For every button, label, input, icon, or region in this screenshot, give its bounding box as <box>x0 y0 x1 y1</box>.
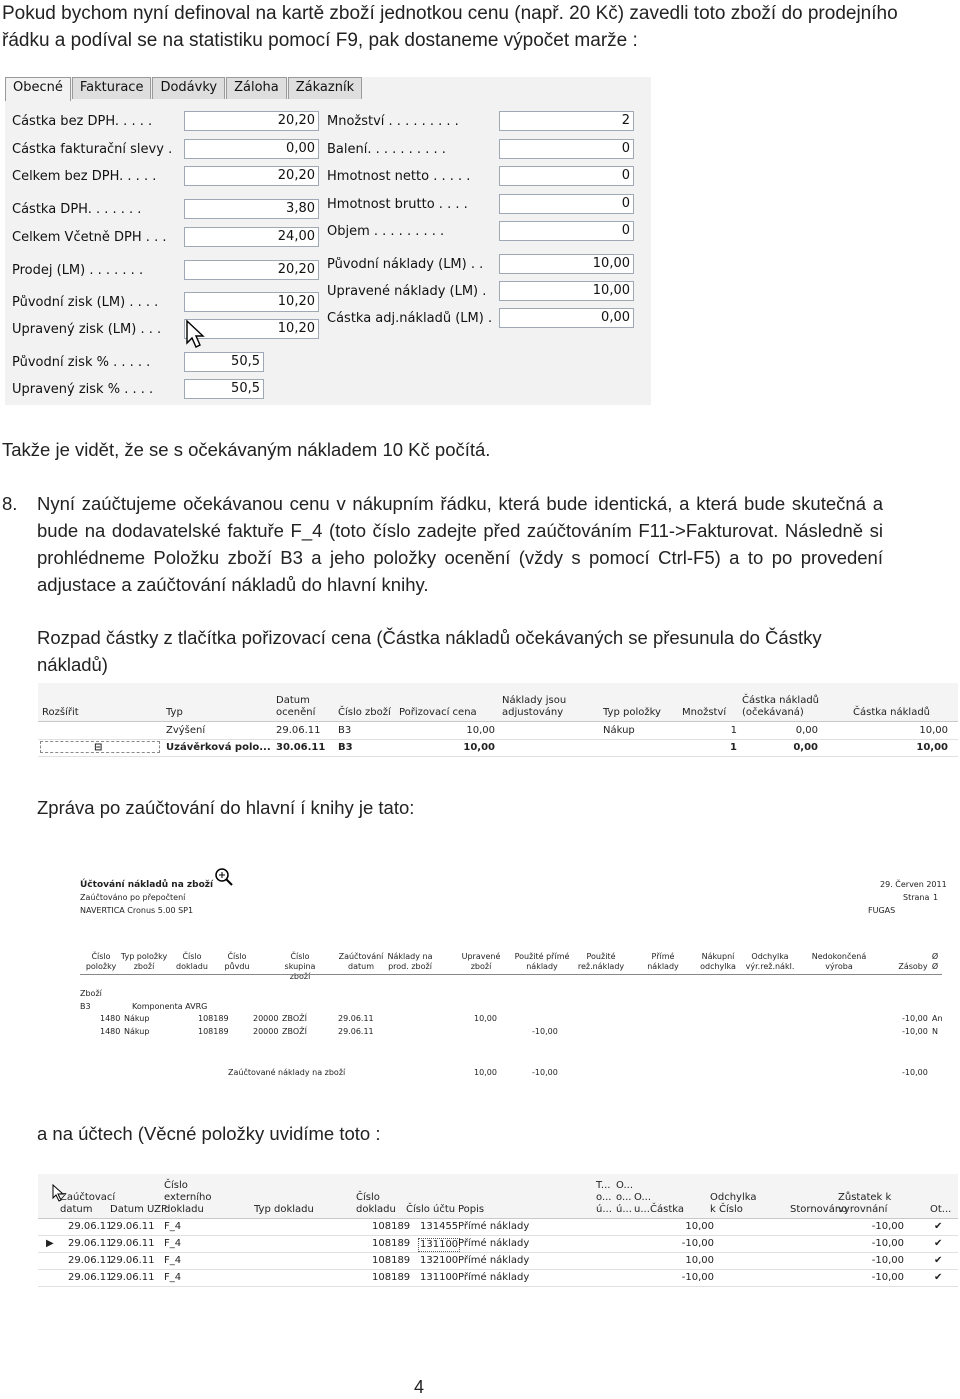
cell: Přímé náklady <box>458 1238 530 1249</box>
report-column-header: Ø Ø <box>931 952 939 971</box>
cell: 0,00 <box>795 725 818 736</box>
page-number: 4 <box>414 1377 425 1397</box>
report-cell: -10,00 <box>902 1027 928 1036</box>
cell: F_4 <box>164 1238 182 1249</box>
stat-value[interactable]: 0,00 <box>499 308 634 328</box>
stat-label: Původní náklady (LM) . . <box>327 256 484 272</box>
column-header[interactable]: Pořizovací cena <box>399 707 477 718</box>
stat-value[interactable]: 50,5 <box>184 352 264 372</box>
zoom-icon[interactable] <box>214 867 234 887</box>
stat-label: Původní zisk (LM) . . . . <box>12 294 159 310</box>
cell: 1 <box>730 725 737 736</box>
column-header[interactable]: O... o... ú... <box>616 1180 634 1215</box>
stat-value[interactable]: 50,5 <box>184 379 264 399</box>
column-header[interactable]: Zůstatek k vyrovnání <box>838 1192 892 1215</box>
cell: B3 <box>338 742 353 753</box>
column-header[interactable]: Datum ocenění <box>276 695 316 718</box>
report-column-header: Přímé náklady <box>647 952 679 971</box>
check-icon: ✔ <box>934 1238 943 1249</box>
stat-value[interactable]: 10,00 <box>499 254 634 274</box>
stat-field <box>12 198 319 220</box>
report-item-description: Komponenta AVRG <box>132 1002 208 1011</box>
stat-label: Prodej (LM) . . . . . . . <box>12 262 144 278</box>
column-header[interactable]: T... o... ú... <box>596 1180 612 1215</box>
column-header[interactable]: Typ dokladu <box>254 1204 314 1215</box>
cell: Přímé náklady <box>458 1255 530 1266</box>
table-header <box>38 1174 958 1219</box>
report-total: 10,00 <box>474 1068 497 1077</box>
stat-field <box>327 138 634 160</box>
stat-value[interactable]: 10,20 <box>184 319 319 339</box>
tab-fakturace[interactable]: Fakturace <box>72 77 152 99</box>
cell: Přímé náklady <box>458 1272 530 1283</box>
column-header[interactable]: Číslo externího dokladu <box>164 1180 212 1215</box>
paragraph-rozpad: Rozpad částky z tlačítka pořizovací cena (Částka nákladů očekávaných se přesunula do Částky nákladů) <box>37 627 822 675</box>
stat-value[interactable]: 20,20 <box>184 260 319 280</box>
tab-obecne[interactable]: Obecné <box>5 77 71 101</box>
cell: -10,00 <box>871 1238 904 1249</box>
cell: 29.06.11 <box>110 1238 155 1249</box>
paragraph-ucty: a na účtech (Věcné položky uvidíme toto : <box>37 1123 381 1144</box>
cell: 0,00 <box>793 742 818 753</box>
statistics-tabs <box>5 77 363 99</box>
report-column-header: Použité přímé náklady <box>514 952 570 971</box>
check-icon: ✔ <box>934 1272 943 1283</box>
gl-entries-table <box>38 1174 958 1282</box>
report-total: -10,00 <box>532 1068 558 1077</box>
table-row[interactable] <box>38 1219 958 1236</box>
cell: -10,00 <box>681 1272 714 1283</box>
cell: 29.06.11 <box>68 1272 113 1283</box>
column-header[interactable]: Popis <box>458 1204 485 1215</box>
cell: 108189 <box>372 1272 411 1283</box>
stat-field <box>12 138 319 160</box>
cell: Zvýšení <box>166 725 206 736</box>
report-column-header: Číslo položky <box>85 952 117 971</box>
report-preview <box>60 862 960 1082</box>
report-header-rule <box>80 974 942 975</box>
column-header[interactable]: O... u... <box>634 1192 652 1215</box>
stat-field <box>327 253 634 275</box>
stat-label: Hmotnost brutto . . . . <box>327 196 468 212</box>
cell: 131100 <box>420 1239 459 1250</box>
report-column-header: Číslo půvdu <box>224 952 250 971</box>
cell: 10,00 <box>685 1221 714 1232</box>
paragraph-takze: Takže je vidět, že se s očekávaným nákladem 10 Kč počítá. <box>2 439 491 460</box>
report-cell: -10,00 <box>902 1014 928 1023</box>
cell: -10,00 <box>871 1221 904 1232</box>
statistics-card <box>5 77 651 405</box>
report-cell: 108189 <box>198 1014 229 1023</box>
report-total-label: Zaúčtované náklady na zboží <box>228 1068 346 1077</box>
column-header[interactable]: Číslo účtu <box>406 1204 456 1215</box>
cell: 10,00 <box>466 725 495 736</box>
column-header[interactable]: Stornováno <box>790 1204 848 1215</box>
column-header[interactable]: Ot... <box>930 1204 952 1215</box>
report-column-header: Číslo skupina zboží <box>284 952 316 981</box>
step-8-text: Nyní zaúčtujeme očekávanou cenu v nákupním řádku, která bude identická, a která bude skutečná a bude na dodavatelské faktuře F_4 (toto číslo zadejte před zaúčtováním F11->Fakturovat. Následně si prohlédneme Položku zboží B3 a jeho položky ocenění (vždy s pomocí Ctrl-F5) a to po provedení adjustace a zaúčtování nákladů do hlavní knihy. <box>37 493 883 595</box>
column-header[interactable]: Rozšířit <box>42 707 79 718</box>
table-row[interactable] <box>38 740 958 757</box>
report-cell: 1480 <box>100 1014 121 1023</box>
stat-field <box>12 351 264 373</box>
column-header[interactable]: Číslo dokladu <box>356 1192 396 1215</box>
report-cell: 108189 <box>198 1027 229 1036</box>
stat-label: Částka bez DPH. . . . . <box>12 113 153 129</box>
stat-value[interactable]: 0,00 <box>184 139 319 159</box>
cell: 10,00 <box>463 742 495 753</box>
report-cell: 29.06.11 <box>338 1027 374 1036</box>
report-cell: 10,00 <box>474 1014 497 1023</box>
cell: F_4 <box>164 1221 182 1232</box>
stat-field <box>12 291 319 313</box>
report-column-header: Upravené zboží <box>461 952 501 971</box>
cell: 30.06.11 <box>276 742 326 753</box>
cell: 108189 <box>372 1221 411 1232</box>
report-column-header: Odchylka výr.rež.nákl. <box>745 952 795 971</box>
collapse-icon[interactable]: ⊟ <box>94 742 103 753</box>
cell: Uzávěrková polo... <box>166 742 271 753</box>
stat-field <box>327 280 634 302</box>
stat-field <box>12 318 319 340</box>
stat-field <box>12 259 319 281</box>
cell: 29.06.11 <box>110 1255 155 1266</box>
report-cell: Nákup <box>124 1027 150 1036</box>
stat-field <box>12 110 319 132</box>
report-item-number: B3 <box>80 1002 91 1011</box>
stat-field <box>327 165 634 187</box>
table-row[interactable] <box>38 1253 958 1270</box>
report-subtitle: Zaúčtováno po přepočtení <box>80 893 186 902</box>
stat-value[interactable]: 0 <box>499 221 634 241</box>
row-selector-icon[interactable]: ▶ <box>46 1238 54 1249</box>
stat-value[interactable]: 2 <box>499 111 634 131</box>
cell: 29.06.11 <box>276 725 321 736</box>
stat-label: Hmotnost netto . . . . . <box>327 168 471 184</box>
stat-field <box>327 307 634 329</box>
report-column-header: Číslo dokladu <box>176 952 208 971</box>
report-cell: An <box>932 1014 943 1023</box>
cell: B3 <box>338 725 352 736</box>
cell: 10,00 <box>919 725 948 736</box>
column-header[interactable]: Typ položky <box>603 707 661 718</box>
stat-value[interactable]: 24,00 <box>184 227 319 247</box>
report-cell: N <box>932 1027 938 1036</box>
tab-dodavky[interactable]: Dodávky <box>152 77 225 99</box>
cell: 29.06.11 <box>68 1238 113 1249</box>
column-header[interactable]: Částka <box>650 1204 684 1215</box>
stat-field <box>327 110 634 132</box>
stat-label: Původní zisk % . . . . . <box>12 354 151 370</box>
report-user: FUGAS <box>868 906 896 915</box>
cell: 1 <box>730 742 737 753</box>
cell: 131100 <box>420 1272 459 1283</box>
stat-label: Částka fakturační slevy . <box>12 141 173 157</box>
column-header[interactable]: Typ <box>166 707 183 718</box>
report-cell: ZBOŽÍ <box>282 1014 307 1023</box>
stat-value[interactable]: 0 <box>499 194 634 214</box>
stat-label: Celkem bez DPH. . . . . <box>12 168 157 184</box>
report-column-header: Nákupní odchylka <box>700 952 736 971</box>
report-column-header: Typ položky zboží <box>120 952 168 971</box>
stat-field <box>12 165 319 187</box>
table-row[interactable] <box>38 1236 958 1253</box>
report-cell: Nákup <box>124 1014 150 1023</box>
stat-value[interactable]: 10,20 <box>184 292 319 312</box>
report-column-header: Zásoby <box>898 962 928 971</box>
column-header[interactable]: Množství <box>682 707 727 718</box>
column-header[interactable]: Číslo zboží <box>338 707 391 718</box>
table-header <box>38 683 958 722</box>
report-column-header: Použité rež.náklady <box>577 952 625 971</box>
cell: 29.06.11 <box>68 1255 113 1266</box>
stat-field <box>327 193 634 215</box>
report-column-header: Náklady na prod. zboží <box>387 952 433 971</box>
cell: 108189 <box>372 1238 411 1249</box>
report-column-header: Zaúčtování datum <box>338 952 384 971</box>
column-header[interactable]: Zaúčtovací datum <box>60 1192 116 1215</box>
cell: -10,00 <box>871 1255 904 1266</box>
stat-value[interactable]: 0 <box>499 139 634 159</box>
cell: -10,00 <box>871 1272 904 1283</box>
report-cell: -10,00 <box>532 1027 558 1036</box>
cell: 29.06.11 <box>110 1221 155 1232</box>
report-column-header: Nedokončená výroba <box>811 952 867 971</box>
report-company: NAVERTICA Cronus 5.00 SP1 <box>80 906 194 915</box>
check-icon: ✔ <box>934 1221 943 1232</box>
stat-field <box>327 220 634 242</box>
cell: Přímé náklady <box>458 1221 530 1232</box>
stat-label: Množství . . . . . . . . . <box>327 113 459 129</box>
cell: 108189 <box>372 1255 411 1266</box>
table-row[interactable] <box>38 1270 958 1287</box>
stat-label: Upravený zisk % . . . . <box>12 381 154 397</box>
stat-label: Celkem Včetně DPH . . . <box>12 229 167 245</box>
intro-paragraph: Pokud bychom nyní definoval na kartě zboží jednotkou cenu (např. 20 Kč) zavedli toto zboží do prodejního řádku a podíval se na statistiku pomocí F9, pak dostaneme výpočet marže : <box>2 3 898 51</box>
column-header[interactable]: Odchylka k Číslo <box>710 1192 757 1215</box>
stat-label: Upravený zisk (LM) . . . <box>12 321 162 337</box>
cell: F_4 <box>164 1255 182 1266</box>
cell: 10,00 <box>916 742 948 753</box>
cell: F_4 <box>164 1272 182 1283</box>
report-cell: 1480 <box>100 1027 121 1036</box>
stat-value[interactable]: 10,00 <box>499 281 634 301</box>
column-header[interactable]: Náklady jsou adjustovány <box>502 695 567 718</box>
paragraph-zprava: Zpráva po zaúčtování do hlavní í knihy je tato: <box>37 797 415 818</box>
table-row[interactable] <box>38 723 958 740</box>
report-cell: 29.06.11 <box>338 1014 374 1023</box>
tab-zaloha[interactable]: Záloha <box>226 77 287 99</box>
stat-field <box>12 226 319 248</box>
cell: Nákup <box>603 725 635 736</box>
cell: 131455 <box>420 1221 459 1232</box>
column-header[interactable]: Datum UZP <box>110 1204 168 1215</box>
stat-label: Objem . . . . . . . . . <box>327 223 445 239</box>
cell: -10,00 <box>681 1238 714 1249</box>
stat-value[interactable]: 3,80 <box>184 199 319 219</box>
step-number: 8. <box>2 493 18 514</box>
cost-breakdown-table <box>38 683 958 765</box>
tab-zakaznik[interactable]: Zákazník <box>288 77 362 99</box>
report-date: 29. Červen 2011 <box>880 880 947 889</box>
stat-value[interactable]: 20,20 <box>184 111 319 131</box>
report-cell: ZBOŽÍ <box>282 1027 307 1036</box>
cell: 132100 <box>420 1255 459 1266</box>
report-group-label: Zboží <box>80 989 102 998</box>
report-title: Účtování nákladů na zboží <box>80 880 214 890</box>
stat-label: Částka adj.nákladů (LM) . <box>327 310 493 326</box>
column-header[interactable]: Částka nákladů <box>853 707 931 718</box>
mouse-pointer-icon <box>185 319 207 349</box>
stat-field <box>12 378 264 400</box>
report-cell: 20000 <box>253 1014 279 1023</box>
cell: 10,00 <box>685 1255 714 1266</box>
check-icon: ✔ <box>934 1255 943 1266</box>
stat-label: Upravené náklady (LM) . <box>327 283 487 299</box>
stat-value[interactable]: 0 <box>499 166 634 186</box>
stat-label: Částka DPH. . . . . . . <box>12 201 142 217</box>
cell: 29.06.11 <box>110 1272 155 1283</box>
report-page-label: Strana <box>903 893 930 902</box>
report-page-number: 1 <box>933 893 939 902</box>
stat-value[interactable]: 20,20 <box>184 166 319 186</box>
report-total: -10,00 <box>902 1068 928 1077</box>
cell: 29.06.11 <box>68 1221 113 1232</box>
stat-label: Balení. . . . . . . . . . <box>327 141 446 157</box>
column-header[interactable]: Částka nákladů (očekávaná) <box>742 695 820 718</box>
report-cell: 20000 <box>253 1027 279 1036</box>
